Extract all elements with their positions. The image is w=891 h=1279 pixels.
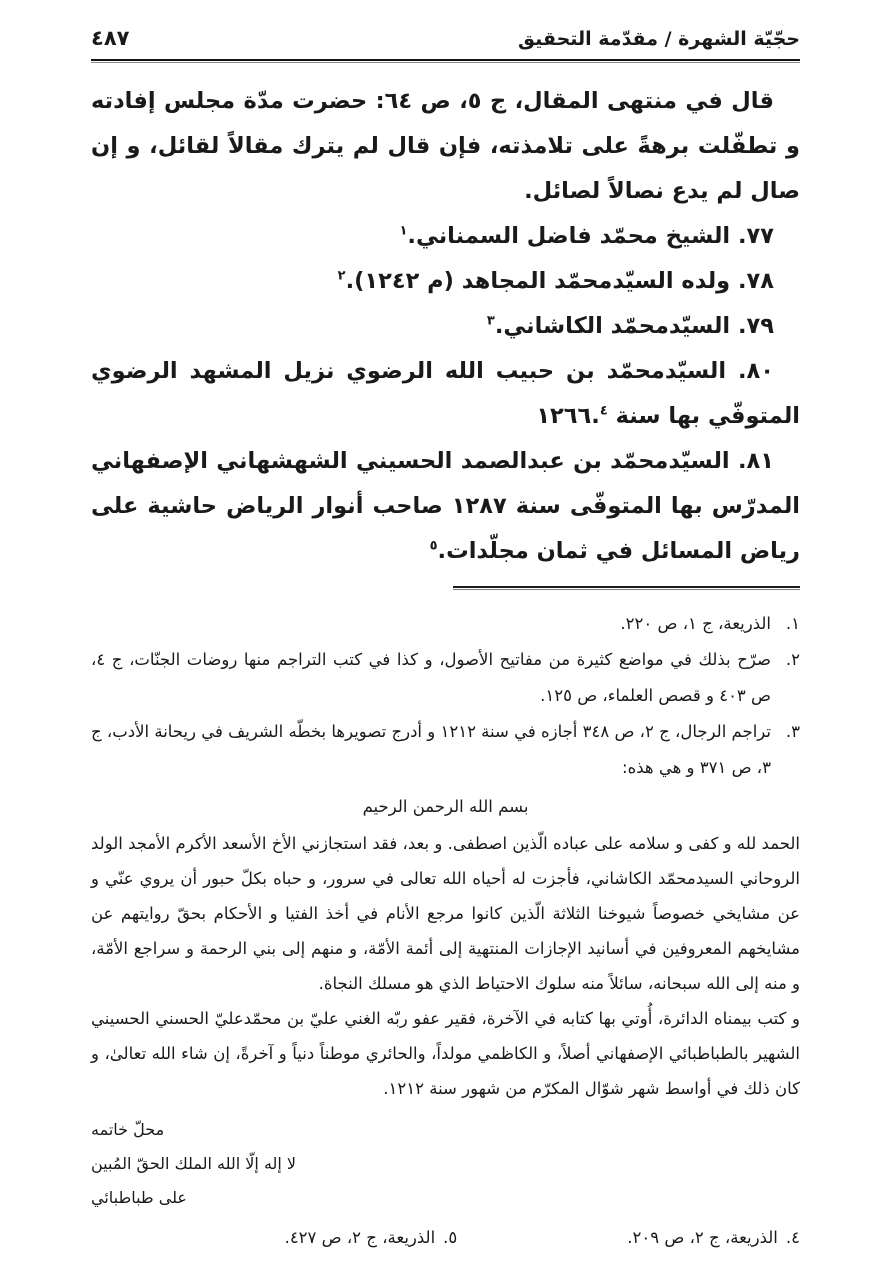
footnote-ref: ٥ [429, 538, 438, 554]
signature: على طباطبائي [91, 1188, 187, 1207]
entry-79-text: ٧٩. السيّدمحمّد الكاشاني. [494, 313, 774, 339]
footnote-1 [91, 606, 800, 642]
footnote-ref: ٣ [486, 313, 495, 329]
seal-block [91, 1113, 800, 1215]
list-item [91, 304, 800, 349]
ijaza-paragraph-2: و كتب بيمناه الدائرة، أُوتي بها كتابه في الآخرة، فقير عفو ربّه الغني عليّ بن محمّدعليّ الحسني الحسيني الشهير بالطباطبائي الإصفهاني أصلاً، و الكاظمي مولداً، والحائري موطناً دنياً و آخرةً، إن شاء الله تعالىٰ، و كان ذلك في أواسط شهر شوّال المكرّم من شهور سنة ١٢١٢. [91, 1009, 800, 1098]
list-item [91, 214, 800, 259]
footnote-separator [453, 586, 800, 590]
footnote-number: ٤. [785, 1228, 800, 1247]
footnote-text: الذريعة، ج ٢، ص ٢٠٩. [627, 1228, 778, 1247]
footnote-5 [285, 1223, 458, 1253]
footnote-3 [91, 714, 800, 786]
bottom-footnotes-row [91, 1223, 800, 1253]
ijaza-paragraph-1: الحمد لله و كفى و سلامه على عباده الّذين اصطفى. و بعد، فقد استجازني الأخ الأسعد الأكرم الأمجد الولد الروحاني السيدمحمّد الكاشاني، فأجزت له أحياه الله تعالى في سرور، و حباه بكلّ حبور أن يروي عنّي و عن مشايخي خصوصاً شيوخنا الثلاثة الّذين كانوا مرجع الأنام في أخذ الفتيا و الأحكام بحقّ روايتهم عن مشايخهم المعروفين في أسانيد الإجازات المنتهية إلى أئمة الأمّة، و منهم إلى بني الرحمة و سراجع الأمّة، و منه إلى الله سبحانه، سائلاً منه سلوك الاحتياط الذي هو مسلك النجاة. [91, 834, 800, 993]
intro-text: قال في منتهى المقال، ج ٥، ص ٦٤: حضرت مدّة مجلس إفادته و تطفّلت برهةً على تلامذته، فإن قال لم يترك مقالاً لقائل، و إن صال لم يدع نصالاً لصائل. [91, 88, 800, 204]
footnote-text: الذريعة، ج ٢، ص ٤٢٧. [284, 1228, 436, 1247]
list-item [91, 349, 800, 439]
footnote-ref: ٤ [599, 403, 608, 419]
footnote-number: ٢. [785, 650, 800, 669]
page-number: ٤٨٧ [91, 26, 130, 50]
footnote-number: ٥. [443, 1228, 458, 1247]
intro-paragraph [91, 79, 800, 214]
footnote-number: ٣. [785, 722, 800, 741]
list-item [91, 439, 800, 574]
footnotes-section [91, 606, 800, 786]
ijaza-quotation [91, 789, 800, 1106]
entry-77-text: ٧٧. الشيخ محمّد فاضل السمناني. [407, 223, 774, 249]
running-title: حجّيّة الشهرة / مقدّمة التحقيق [518, 28, 800, 50]
footnote-4 [627, 1223, 800, 1253]
page-header [91, 26, 800, 50]
seal-inscription: لا إله إلّا الله الملك الحقّ المُبين [91, 1154, 297, 1173]
header-rule [91, 59, 800, 63]
list-item [91, 259, 800, 304]
entry-81-text: ٨١. السيّدمحمّد بن عبدالصمد الحسيني الشهشهاني الإصفهاني المدرّس بها المتوفّى سنة ١٢٨٧ صاحب أنوار الرياض حاشية على رياض المسائل في ثمان مجلّدات. [91, 448, 800, 564]
footnote-2 [91, 642, 800, 714]
footnote-number: ١. [785, 614, 800, 633]
seal-label: محلّ خاتمه [91, 1120, 165, 1139]
footnote-text: تراجم الرجال، ج ٢، ص ٣٤٨ أجازه في سنة ١٢١٢ و أدرج تصويرها بخطّه الشريف في ريحانة الأدب، ج ٣، ص ٣٧١ و هي هذه: [91, 722, 771, 777]
footnote-text: صرّح بذلك في مواضع كثيرة من مفاتيح الأصول، و كذا في كتب التراجم منها روضات الجنّات، ج ٤، ص ٤٠٣ و قصص العلماء، ص ١٢٥. [91, 650, 771, 705]
basmala-line: بسم الله الرحمن الرحيم [362, 797, 529, 816]
footnote-text: الذريعة، ج ١، ص ٢٢٠. [620, 614, 771, 633]
footnote-ref: ١ [399, 223, 408, 239]
entry-78-text: ٧٨. ولده السيّدمحمّد المجاهد (م ١٢٤٢). [345, 268, 774, 294]
body-text [91, 79, 800, 574]
footnote-ref: ٢ [337, 268, 346, 284]
entry-80-text: ٨٠. السيّدمحمّد بن حبيب الله الرضوي نزيل المشهد الرضوي المتوفّي بها سنة ١٢٦٦. [91, 358, 800, 429]
